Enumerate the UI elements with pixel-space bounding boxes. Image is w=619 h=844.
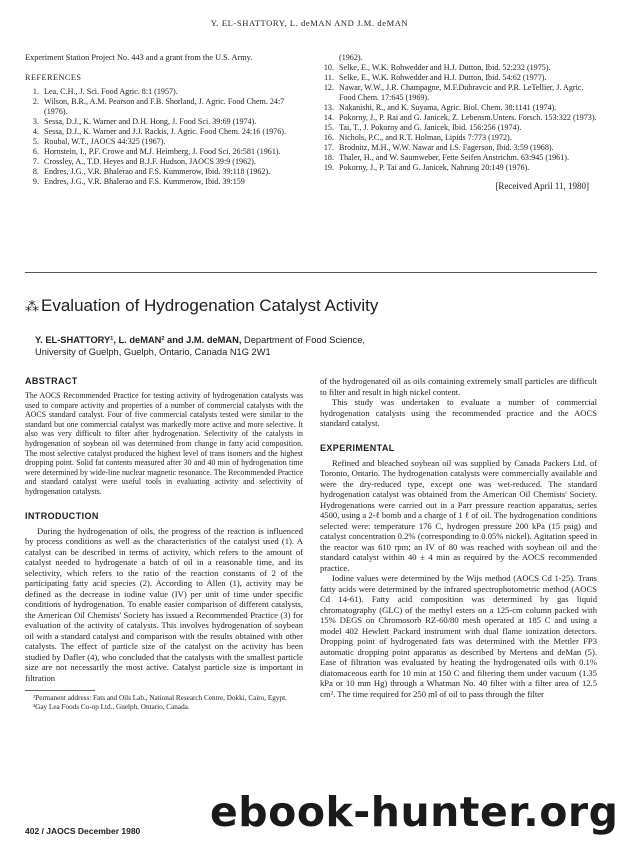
- references-left-column: [25, 53, 303, 187]
- reference-number: 11.: [324, 73, 334, 82]
- study-aim: This study was undertaken to evaluate a number of commercial hydrogenation catalysts using the recommended practice and the AOCS standard catalyst.: [320, 397, 597, 428]
- page-footer: 402 / JAOCS December 1980: [25, 826, 141, 836]
- reference-text: Pokorny, J., P. Tai and G. Janicek, Nahrung 20:149 (1976).: [339, 163, 530, 172]
- reference-text: Thaler, H., and W. Saumweber, Fette Seifen Anstrichm. 63:945 (1961).: [339, 153, 569, 162]
- author-names: Y. EL-SHATTORY¹, L. deMAN² and J.M. deMAN,: [35, 335, 242, 345]
- reference-text: Nawar, W.W., J.R. Champagne, M.F.Dubravcic and P.R. LeTellier, J. Agric. Food Chem. 17:645 (1969).: [339, 83, 584, 102]
- reference-number: 14.: [323, 113, 334, 122]
- reference-number: 10.: [323, 63, 334, 72]
- footnote-2: ²Gay Lea Foods Co-op Ltd., Guelph, Ontario, Canada.: [33, 702, 190, 711]
- reference-item: [320, 153, 597, 163]
- reference-number: 15.: [323, 123, 334, 132]
- reference-text: Wilson, B.R., A.M. Pearson and F.B. Shorland, J. Agric. Food Chem. 24:7 (1976).: [44, 97, 285, 117]
- reference-item: [320, 123, 597, 133]
- introduction-text: During the hydrogenation of oils, the progress of the reaction is influenced by process conditions as well as the characteristics of the catalyst used (1). A catalyst can be described in terms of activity, which refers to the amount of catalyst needed to hydrogenate a batch of oil in a reasonable time, and its selectivity, which refers to the ratio of the reaction constants of 2 of the participating fatty acid species (2). According to Allen (1), activity may be defined as the decrease in iodine value (IV) per unit of time under specific conditions of hydrogenation. To enable easier comparison of different catalysts, the American Oil Chemists' Society has issued a Recommended Practice (3) for evaluation of the activity of catalysts. This involves hydrogenation of soybean oil with a standard catalyst and comparison with the results obtained with other catalysts. The effect of particle size of the catalyst on the activity has been studied by Dafler (4), who concluded that the catalysts with the smallest particle size are not necessarily the most active. Catalyst particle size is important in filtration: [25, 525, 303, 683]
- reference-number: 9.: [32, 177, 39, 187]
- reference-item: [320, 63, 597, 73]
- reference-text: Pokorny, J., P. Rai and G. Janicek, Z. Lebensm.Unters. Forsch. 153:322 (1973).: [339, 113, 597, 122]
- reference-text: (1962).: [339, 53, 363, 62]
- intro-continued: of the hydrogenated oil as oils containing extremely small particles are difficult to filter and result in high nickel content.: [320, 376, 597, 397]
- running-head: Y. EL-SHATTORY, L. deMAN AND J.M. deMAN: [210, 18, 409, 28]
- reference-item: [25, 147, 303, 157]
- abstract-text: The AOCS Recommended Practice for testing activity of hydrogenation catalysts was used to compare activity and properties of a number of commercial catalysts with the AOCS standard catalyst. Four of five commercial catalysts tested were similar to the standard but one commercial catalyst was markedly more active and more selective. It also was very difficult to filter after hydrogenation. Selectivity of the catalysts in hydrogenation of soybean oil was determined from change in fatty acid composition. The most selective catalyst produced the highest level of trans isomers and the highest dropping point. Solid fat contents measured after 30 and 40 min of hydrogenation time were determined by wide-line nuclear magnetic resonance. The Recommended Practice and standard catalyst were useful tools in evaluating activity and selectivity of hydrogenation catalysts.: [25, 391, 303, 497]
- references-heading: REFERENCES: [25, 73, 82, 83]
- reference-item: [320, 133, 597, 143]
- reference-item: [320, 143, 597, 153]
- article-title: [25, 296, 378, 316]
- reference-text: Selke, E., W.K. Rohwedder and H.J. Dutton, Ibid. 52:232 (1975).: [339, 63, 551, 72]
- reference-text: Nakanishi, R., and K. Suyama, Agric. Biol. Chem. 38:1141 (1974).: [339, 103, 557, 112]
- footnote-1: ¹Permanent address: Fats and Oils Lab., National Research Centre, Dokki, Cairo, Egypt.: [33, 694, 287, 703]
- reference-text: Endres, J.G., V.R. Bhalerao and F.S. Kummerow, Ibid. 39:159: [44, 177, 245, 187]
- reference-number: 18.: [323, 153, 334, 162]
- author-affiliation: University of Guelph, Guelph, Ontario, Canada N1G 2W1: [35, 347, 271, 357]
- reference-item: [320, 163, 597, 173]
- references-list-left: [25, 87, 303, 187]
- reference-number: [320, 53, 339, 63]
- experimental-paragraph-1: Refined and bleached soybean oil was supplied by Canada Packers Ltd. of Toronto, Ontario. The hydrogenation catalysts were commercially available and were the dry-reduced type, except one was wet-reduced. The standard hydrogenation catalyst was obtained from the American Oil Chemists' Society. Hydrogenations were carried out in a Parr pressure reaction apparatus, series 4500, using a 2-ℓ bomb and a charge of 1 ℓ of oil. The hydrogenation conditions selected were: temperature 176 C, hydrogen pressure 200 kPa (15 psig) and catalyst concentration 0.2% (corresponding to 0.05% nickel). Agitation speed in the reactor was 610 rpm; an IV of 80 was reached with soybean oil and the standard catalyst within 40 ± 4 min as required by the AOCS recommended practice.: [320, 457, 597, 573]
- body-left-column: [25, 376, 303, 711]
- reference-item: [320, 53, 597, 63]
- title-marker-icon: ⁂: [25, 298, 39, 314]
- reference-text: Lea, C.H., J. Sci. Food Agric. 8:1 (1957).: [44, 87, 178, 97]
- author-department: Department of Food Science,: [241, 335, 365, 345]
- reference-number: 12.: [323, 83, 334, 92]
- reference-item: [320, 113, 597, 123]
- reference-item: [25, 177, 303, 187]
- watermark: ebook-hunter.org: [210, 788, 619, 836]
- reference-text: Selke, E., W.K. Rohwedder and H.J. Dutton, Ibid. 54:62 (1977).: [339, 73, 547, 82]
- reference-number: 7.: [32, 157, 39, 167]
- references-list-right: [320, 53, 597, 173]
- received-date: [Received April 11, 1980]: [495, 181, 589, 191]
- reference-item: [320, 103, 597, 113]
- footnote-rule: [25, 690, 95, 691]
- reference-item: [25, 117, 303, 127]
- experimental-paragraph-2: Iodine values were determined by the Wijs method (AOCS Cd 1-25). Trans fatty acids were determined by the infrared spectrophotometric method (AOCS Cd 14-61). Fatty acid composition was determined by gas liquid chromatography (GLC) of the methyl esters on a 125-cm column packed with 15% DEGS on Chromosorb RZ-60/80 mesh operated at 185 C and using a model 402 Hewlett Packard instrument with dual flame ionization detectors. Dropping point of hydrogenated fats was determined with the Mettler FP3 automatic dropping point apparatus as described by Mertens and deMan (5). Ease of filtration was evaluated by heating the hydrogenated oils with 0.1% diatomaceous earth for 10 min at 150 C and filtering them under vacuum (1.35 kPa or 10 mm Hg) through a Whatman No. 40 filter with a filter area of 12.5 cm². The time required for 250 ml of oil to pass through the filter: [320, 573, 597, 699]
- reference-number: 1.: [32, 87, 39, 97]
- abstract-heading: ABSTRACT: [25, 376, 78, 386]
- reference-item: [25, 137, 303, 147]
- reference-item: [25, 157, 303, 167]
- reference-number: 3.: [32, 117, 39, 127]
- reference-number: 5.: [32, 137, 39, 147]
- article-title-text: Evaluation of Hydrogenation Catalyst Activity: [41, 296, 379, 315]
- reference-text: Hornstein, I., P.F. Crowe and M.J. Heimberg, J. Food Sci. 26:581 (1961).: [44, 147, 281, 157]
- reference-number: 6.: [32, 147, 39, 157]
- reference-number: 13.: [323, 103, 334, 112]
- reference-item: [320, 73, 597, 83]
- experimental-heading: EXPERIMENTAL: [320, 442, 395, 453]
- references-right-column: [320, 53, 597, 191]
- author-block: [35, 334, 365, 358]
- reference-item: [320, 83, 597, 103]
- body-right-column: [320, 376, 597, 699]
- reference-number: 17.: [323, 143, 334, 152]
- reference-text: Sessa, D.J., K. Warner and D.H. Hong, J. Food Sci. 39:69 (1974).: [44, 117, 257, 127]
- reference-text: Endres, J.G., V.R. Bhalerao and F.S. Kummerow, Ibid. 39:118 (1962).: [44, 167, 271, 177]
- reference-text: Sessa, D.J., K. Warner and J.J. Rackis, J. Agric. Food Chem. 24:16 (1976).: [44, 127, 286, 137]
- section-divider: [25, 272, 597, 273]
- reference-item: [25, 87, 303, 97]
- introduction-heading: INTRODUCTION: [25, 510, 99, 521]
- reference-text: Tai, T., J. Pokorny and G. Janicek, Ibid. 156:256 (1974).: [339, 123, 522, 132]
- reference-text: Brodnitz, M.H., W.W. Nawar and I.S. Fagerson, Ibid. 3:59 (1968).: [339, 143, 554, 152]
- reference-text: Nichols, P.C., and R.T. Holman, Lipids 7:773 (1972).: [339, 133, 512, 142]
- reference-number: 19.: [323, 163, 334, 172]
- reference-text: Crossley, A., T.D. Heyes and B.J.F. Hudson, JAOCS 39:9 (1962).: [44, 157, 256, 167]
- reference-item: [25, 97, 303, 117]
- reference-number: 16.: [323, 133, 334, 142]
- reference-number: 8.: [32, 167, 39, 177]
- reference-number: 4.: [32, 127, 39, 137]
- reference-item: [25, 127, 303, 137]
- acknowledgment-paragraph: Experiment Station Project No. 443 and a grant from the U.S. Army.: [25, 53, 253, 62]
- reference-text: Roubal, W.T., JAOCS 44:325 (1967).: [44, 137, 166, 147]
- reference-item: [25, 167, 303, 177]
- reference-number: 2.: [32, 97, 39, 107]
